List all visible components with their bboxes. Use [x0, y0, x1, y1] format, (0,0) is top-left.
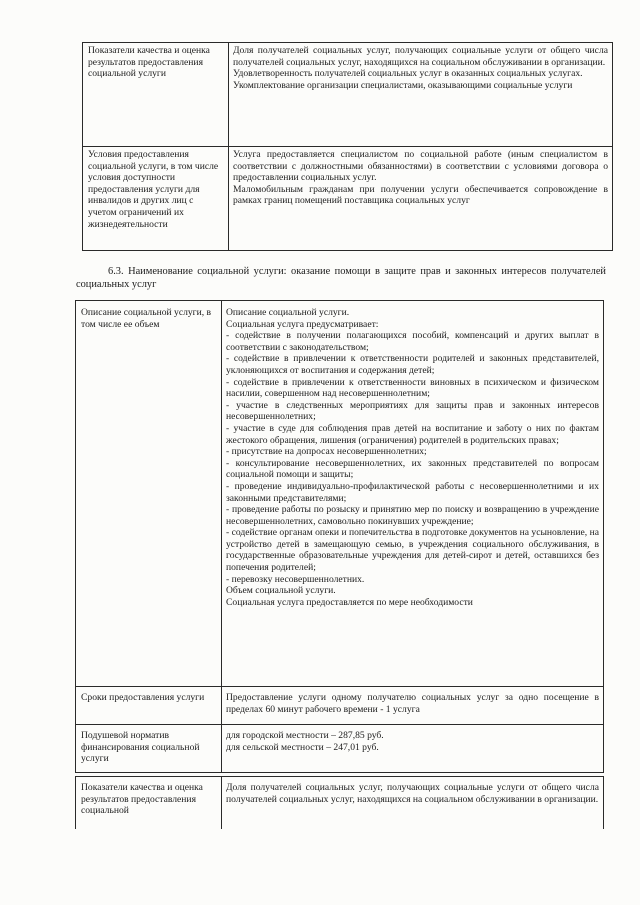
row-label-quality-bottom: Показатели качества и оценка результатов предоставления социальной [76, 777, 222, 829]
table-row [76, 777, 604, 829]
table-row [76, 301, 604, 687]
content-line: - консультирование несовершеннолетних, их законных представителей по вопросам социальной помощи и защиты; [226, 457, 599, 481]
table-row [76, 687, 604, 725]
content-line: Доля получателей социальных услуг, получающих социальные услуги от общего числа получателей социальных услуг, находящихся на социальном обслуживании в организации. [226, 782, 599, 805]
row-label-financing: Подушевой норматив финансирования социальной услуги [76, 725, 222, 773]
row-content-conditions [229, 147, 613, 251]
section-heading: 6.3. Наименование социальной услуги: оказание помощи в защите прав и законных интересов получателей социальных услуг [76, 266, 606, 290]
content-line: Услуга предоставляется специалистом по социальной работе (иным специалистом в соответствии с должностными обязанностями) в соответствии с условиями договора о предоставлении социальных услуг. [233, 149, 608, 184]
row-content-terms [222, 687, 604, 725]
content-line: Описание социальной услуги. [226, 307, 350, 318]
content-line: Маломобильным гражданам при получении услуги обеспечивается сопровождение в рамках границ помещений поставщика социальных услуг [233, 183, 608, 207]
row-content-quality-bottom [222, 777, 604, 829]
content-line: - участие в суде для соблюдения прав детей на воспитание и заботу о них по фактам жестокого обращения, лишения (ограничения) родителей в родительских правах; [226, 422, 599, 446]
content-line: - содействие в привлечении к ответственности родителей и законных представителей, уклоняющихся от воспитания и содержания детей; [226, 353, 599, 376]
row-content-quality [229, 43, 613, 147]
content-line: - содействие в привлечении к ответственности виновных в психическом и физическом насилии, совершенном над несовершеннолетним; [226, 376, 599, 400]
content-line: - проведение работы по розыску и принятию мер по поиску и возвращению в учреждение несовершеннолетних, самовольно покинувших учреждение; [226, 504, 599, 527]
row-content-financing [222, 725, 604, 773]
content-line: Доля получателей социальных услуг, получающих социальные услуги от общего числа получателей социальных услуг, находящихся на социальном обслуживании в организации. [233, 45, 608, 68]
content-line: Предоставление услуги одному получателю социальных услуг за одно посещение в пределах 60 минут рабочего времени - 1 услуга [226, 692, 599, 715]
content-line: - присутствие на допросах несовершеннолетних; [226, 446, 427, 458]
content-line: - содействие в получении полагающихся пособий, компенсаций и других выплат в соответствии с законодательством; [226, 330, 599, 353]
content-line: для сельской местности – 247,01 руб. [226, 741, 379, 753]
row-label-quality: Показатели качества и оценка результатов предоставления социальной услуги [83, 43, 229, 147]
content-line: Социальная услуга предоставляется по мере необходимости [226, 596, 473, 608]
table-row [83, 43, 613, 147]
row-content-description [222, 301, 604, 687]
table-row [76, 725, 604, 773]
content-line: Объем социальной услуги. [226, 585, 336, 597]
content-line: для городской местности – 287,85 руб. [226, 730, 384, 741]
content-line: - перевозку несовершеннолетних. [226, 573, 365, 585]
table-top [82, 42, 613, 251]
table-main [75, 300, 604, 773]
content-line: Укомплектование организации специалистами, оказывающими социальные услуги [233, 79, 573, 91]
content-line: Социальная услуга предусматривает: [226, 318, 379, 330]
content-line: - содействие органам опеки и попечительства в подготовке документов на усыновление, на устройство детей в замещающую семью, в учреждения социального обслуживания, в государственные образовательные учреждения для детей-сирот и детей, оставшихся без попечения родителей; [226, 527, 599, 574]
content-line: - проведение индивидуально-профилактической работы с несовершеннолетними и их законными представителями; [226, 480, 599, 504]
table-row [83, 147, 613, 251]
table-bottom [75, 776, 604, 829]
row-label-terms: Сроки предоставления услуги [76, 687, 222, 725]
row-label-description: Описание социальной услуги, в том числе ее объем [76, 301, 222, 687]
content-line: Удовлетворенность получателей социальных услуг в оказанных социальных услугах. [233, 68, 583, 80]
content-line: - участие в следственных мероприятиях для защиты прав и законных интересов несовершеннолетних; [226, 399, 599, 423]
row-label-conditions: Условия предоставления социальной услуги, в том числе условия доступности предоставления услуги для инвалидов и других лиц с учетом ограничений их жизнедеятельности [83, 147, 229, 251]
